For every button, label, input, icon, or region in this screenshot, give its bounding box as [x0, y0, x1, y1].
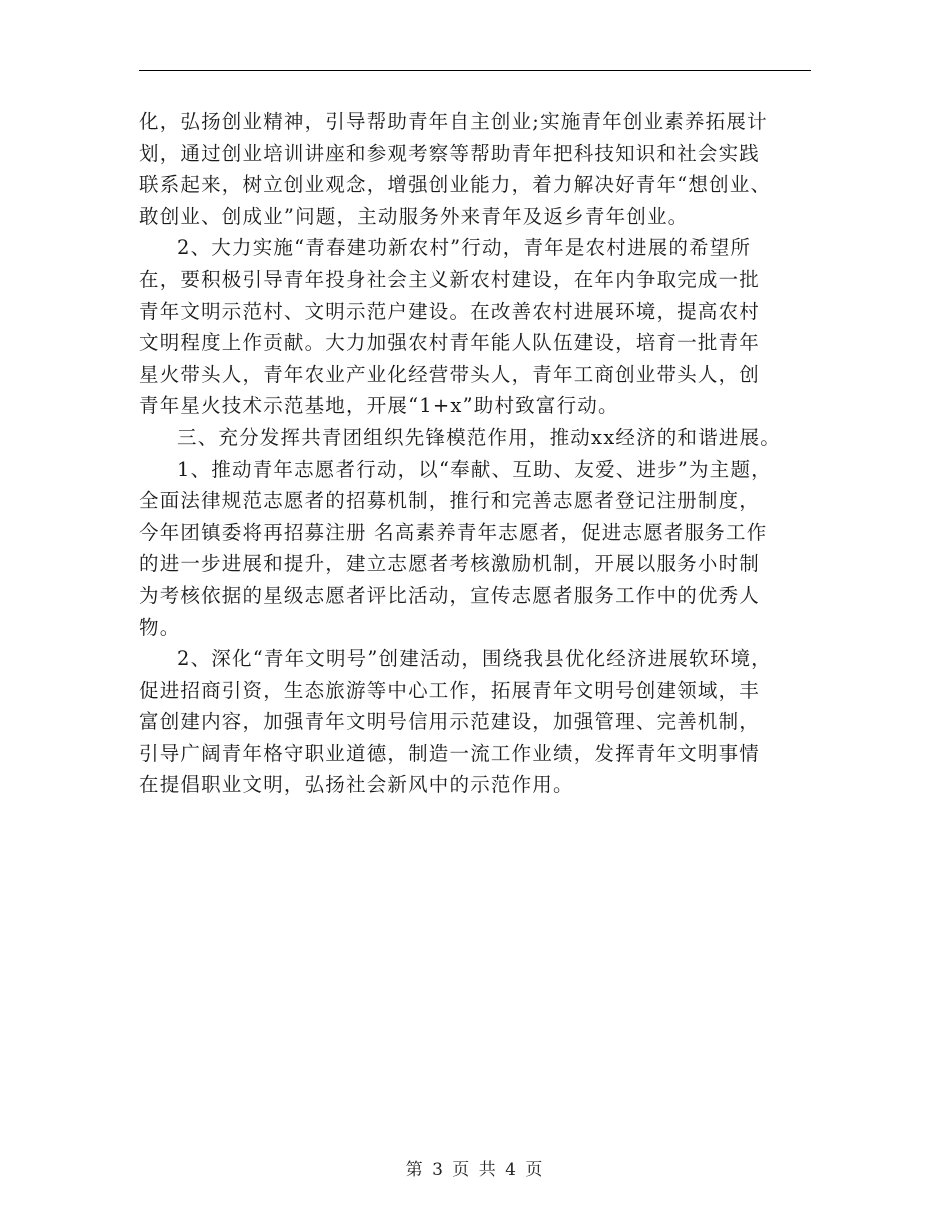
text-line: 在提倡职业文明，弘扬社会新风中的示范作用。	[139, 773, 574, 797]
text-line: 青年文明示范村、文明示范户建设。在改善农村进展环境，提高农村	[139, 299, 761, 323]
page-number-footer: 第 3 页 共 4 页	[405, 1160, 545, 1180]
section-heading: 三、充分发挥共青团组织先锋模范作用，推动xx经济的和谐进展。	[177, 425, 781, 449]
header-rule	[139, 70, 811, 71]
text-line: 文明程度上作贡献。大力加强农村青年能人队伍建设，培育一批青年	[139, 331, 761, 355]
text-line: 划，通过创业培训讲座和参观考察等帮助青年把科技知识和社会实践	[139, 141, 761, 165]
text-line: 引导广阔青年格守职业道德，制造一流工作业绩，发挥青年文明事情	[139, 741, 761, 765]
text-line: 化，弘扬创业精神，引导帮助青年自主创业;实施青年创业素养拓展计	[139, 110, 768, 133]
text-line: 2、大力实施“青春建功新农村”行动，青年是农村进展的希望所	[177, 236, 752, 260]
text-line: 联系起来，树立创业观念，增强创业能力，着力解决好青年“想创业、	[139, 173, 772, 197]
text-line: 促进招商引资，生态旅游等中心工作，拓展青年文明号创建领域，丰	[139, 678, 761, 702]
text-line: 富创建内容，加强青年文明号信用示范建设，加强管理、完善机制，	[139, 710, 761, 734]
body-text	[139, 106, 829, 801]
text-line: 今年团镇委将再招募注册 名高素养青年志愿者，促进志愿者服务工作	[139, 520, 768, 544]
text-line: 的进一步进展和提升，建立志愿者考核激励机制，开展以服务小时制	[139, 552, 761, 576]
text-line: 星火带头人，青年农业产业化经营带头人，青年工商创业带头人，创	[139, 362, 761, 386]
text-line: 敢创业、创成业”问题，主动服务外来青年及返乡青年创业。	[139, 204, 689, 228]
text-line: 为考核依据的星级志愿者评比活动，宣传志愿者服务工作中的优秀人	[139, 583, 761, 607]
text-line: 全面法律规范志愿者的招募机制，推行和完善志愿者登记注册制度，	[139, 489, 761, 513]
text-line: 青年星火技术示范基地，开展“1+x”助村致富行动。	[139, 394, 619, 418]
text-line: 在，要积极引导青年投身社会主义新农村建设，在年内争取完成一批	[139, 267, 761, 291]
text-line: 2、深化“青年文明号”创建活动，围绕我县优化经济进展软环境，	[177, 647, 772, 671]
text-line: 物。	[139, 615, 181, 639]
text-line: 1、推动青年志愿者行动，以“奉献、互助、友爱、进步”为主题，	[177, 457, 772, 481]
